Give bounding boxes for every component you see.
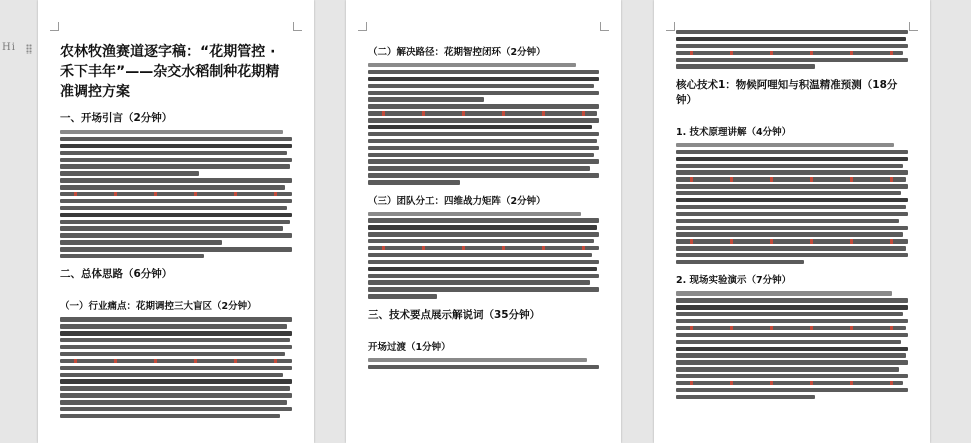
- text-line: [676, 157, 908, 161]
- text-line: [368, 84, 594, 88]
- text-line: [676, 51, 903, 55]
- text-line: [676, 150, 908, 154]
- text-line: [60, 164, 290, 168]
- text-line: [676, 347, 908, 351]
- text-line: [368, 139, 597, 143]
- page-corner-mark: [293, 22, 302, 31]
- text-line: [60, 331, 292, 335]
- text-line: [676, 319, 908, 323]
- text-line: [60, 178, 292, 182]
- text-line: [60, 240, 222, 244]
- text-line: [676, 30, 908, 34]
- text-line: [60, 199, 292, 203]
- text-line: [60, 352, 285, 356]
- text-line: [368, 77, 599, 81]
- text-line: [676, 360, 908, 364]
- text-line: [368, 365, 599, 369]
- text-line: [60, 220, 290, 224]
- text-line: [60, 171, 199, 175]
- text-line: [368, 287, 599, 291]
- text-line: [676, 312, 903, 316]
- text-line: [60, 359, 292, 363]
- text-line: [676, 367, 899, 371]
- text-line: [676, 184, 908, 188]
- text-line: [60, 393, 292, 397]
- text-line: [368, 118, 599, 122]
- subsection-heading: （三）团队分工：四维战力矩阵（2分钟）: [368, 195, 546, 207]
- text-line: [60, 130, 283, 134]
- text-line: [676, 37, 906, 41]
- text-line: [368, 104, 599, 108]
- text-line: [368, 91, 599, 95]
- page-corner-mark: [600, 22, 609, 31]
- text-line: [60, 185, 285, 189]
- text-line: [60, 247, 292, 251]
- text-line: [60, 386, 290, 390]
- text-line: [368, 97, 484, 101]
- text-line: [676, 191, 901, 195]
- text-line: [60, 213, 292, 217]
- sidebar-label: Hi: [2, 42, 16, 53]
- text-line: [676, 205, 906, 209]
- text-line: [60, 338, 290, 342]
- text-line: [368, 294, 437, 298]
- text-line: [60, 206, 287, 210]
- text-line: [676, 305, 908, 309]
- text-line: [676, 198, 908, 202]
- text-line: [676, 291, 892, 295]
- section-heading: 二、总体思路（6分钟）: [60, 268, 173, 281]
- text-line: [368, 159, 599, 163]
- text-line: [60, 345, 292, 349]
- text-line: [676, 326, 906, 330]
- text-line: [676, 298, 908, 302]
- text-line: [676, 170, 908, 174]
- text-line: [676, 246, 906, 250]
- text-line: [368, 166, 590, 170]
- text-line: [368, 267, 597, 271]
- text-line: [60, 400, 287, 404]
- text-line: [60, 192, 292, 196]
- text-line: [676, 353, 906, 357]
- text-line: [60, 226, 283, 230]
- text-line: [368, 111, 597, 115]
- text-line: [60, 379, 292, 383]
- text-line: [368, 246, 599, 250]
- page-corner-mark: [50, 22, 59, 31]
- text-line: [368, 218, 599, 222]
- text-line: [60, 137, 292, 141]
- subsection-heading: （一）行业痛点：花期调控三大盲区（2分钟）: [60, 301, 257, 313]
- text-line: [676, 388, 908, 392]
- text-line: [676, 260, 804, 264]
- text-line: [368, 146, 599, 150]
- text-line: [60, 151, 287, 155]
- text-line: [368, 173, 599, 177]
- text-line: [676, 226, 908, 230]
- text-line: [676, 381, 903, 385]
- document-page-1: [38, 0, 314, 443]
- document-title: 农林牧渔赛道逐字稿：“花期管控 · 禾下丰年”——杂交水稻制种花期精准调控方案: [60, 44, 280, 100]
- text-line: [676, 333, 908, 337]
- document-page-2: [346, 0, 621, 443]
- text-line: [60, 158, 292, 162]
- text-line: [368, 280, 590, 284]
- text-line: [60, 373, 283, 377]
- text-line: [368, 125, 592, 129]
- text-line: [60, 324, 287, 328]
- text-line: [676, 395, 815, 399]
- text-line: [60, 366, 292, 370]
- text-line: [368, 260, 599, 264]
- text-line: [368, 180, 460, 184]
- text-line: [676, 164, 903, 168]
- text-line: [676, 253, 908, 257]
- text-line: [368, 225, 597, 229]
- section-heading: 三、技术要点展示解说词（35分钟）: [368, 308, 541, 321]
- text-line: [60, 233, 292, 237]
- subsection-heading: 2. 现场实验演示（7分钟）: [676, 275, 792, 287]
- text-line: [368, 70, 599, 74]
- text-line: [60, 254, 204, 258]
- text-line: [368, 153, 594, 157]
- text-line: [60, 414, 280, 418]
- text-line: [676, 212, 908, 216]
- subsection-heading: 1. 技术原理讲解（4分钟）: [676, 126, 792, 138]
- text-line: [368, 358, 587, 362]
- text-line: [676, 58, 908, 62]
- section-heading: 一、开场引言（2分钟）: [60, 112, 173, 124]
- page-corner-mark: [666, 22, 675, 31]
- text-line: [676, 177, 906, 181]
- text-line: [60, 407, 292, 411]
- text-line: [676, 374, 908, 378]
- text-line: [676, 143, 894, 147]
- text-line: [676, 64, 815, 68]
- page-corner-mark: [358, 22, 367, 31]
- section-heading: 核心技术1：物候阿哩知与积温精准预测（18分钟）: [676, 78, 898, 106]
- text-line: [676, 239, 908, 243]
- text-line: [368, 274, 599, 278]
- subsection-heading: （二）解决路径：花期智控闭环（2分钟）: [368, 47, 546, 58]
- text-line: [60, 317, 292, 321]
- text-line: [368, 253, 592, 257]
- drag-handle-icon[interactable]: [26, 44, 32, 54]
- text-line: [676, 219, 899, 223]
- text-line: [368, 63, 576, 67]
- page-corner-mark: [909, 22, 918, 31]
- text-line: [368, 132, 599, 136]
- text-line: [676, 232, 903, 236]
- subsection-heading: 开场过渡（1分钟）: [368, 341, 451, 353]
- text-line: [368, 212, 581, 216]
- text-line: [368, 239, 594, 243]
- document-page-3: [654, 0, 930, 443]
- text-line: [60, 144, 292, 148]
- text-line: [676, 44, 908, 48]
- text-line: [368, 232, 599, 236]
- text-line: [676, 340, 901, 344]
